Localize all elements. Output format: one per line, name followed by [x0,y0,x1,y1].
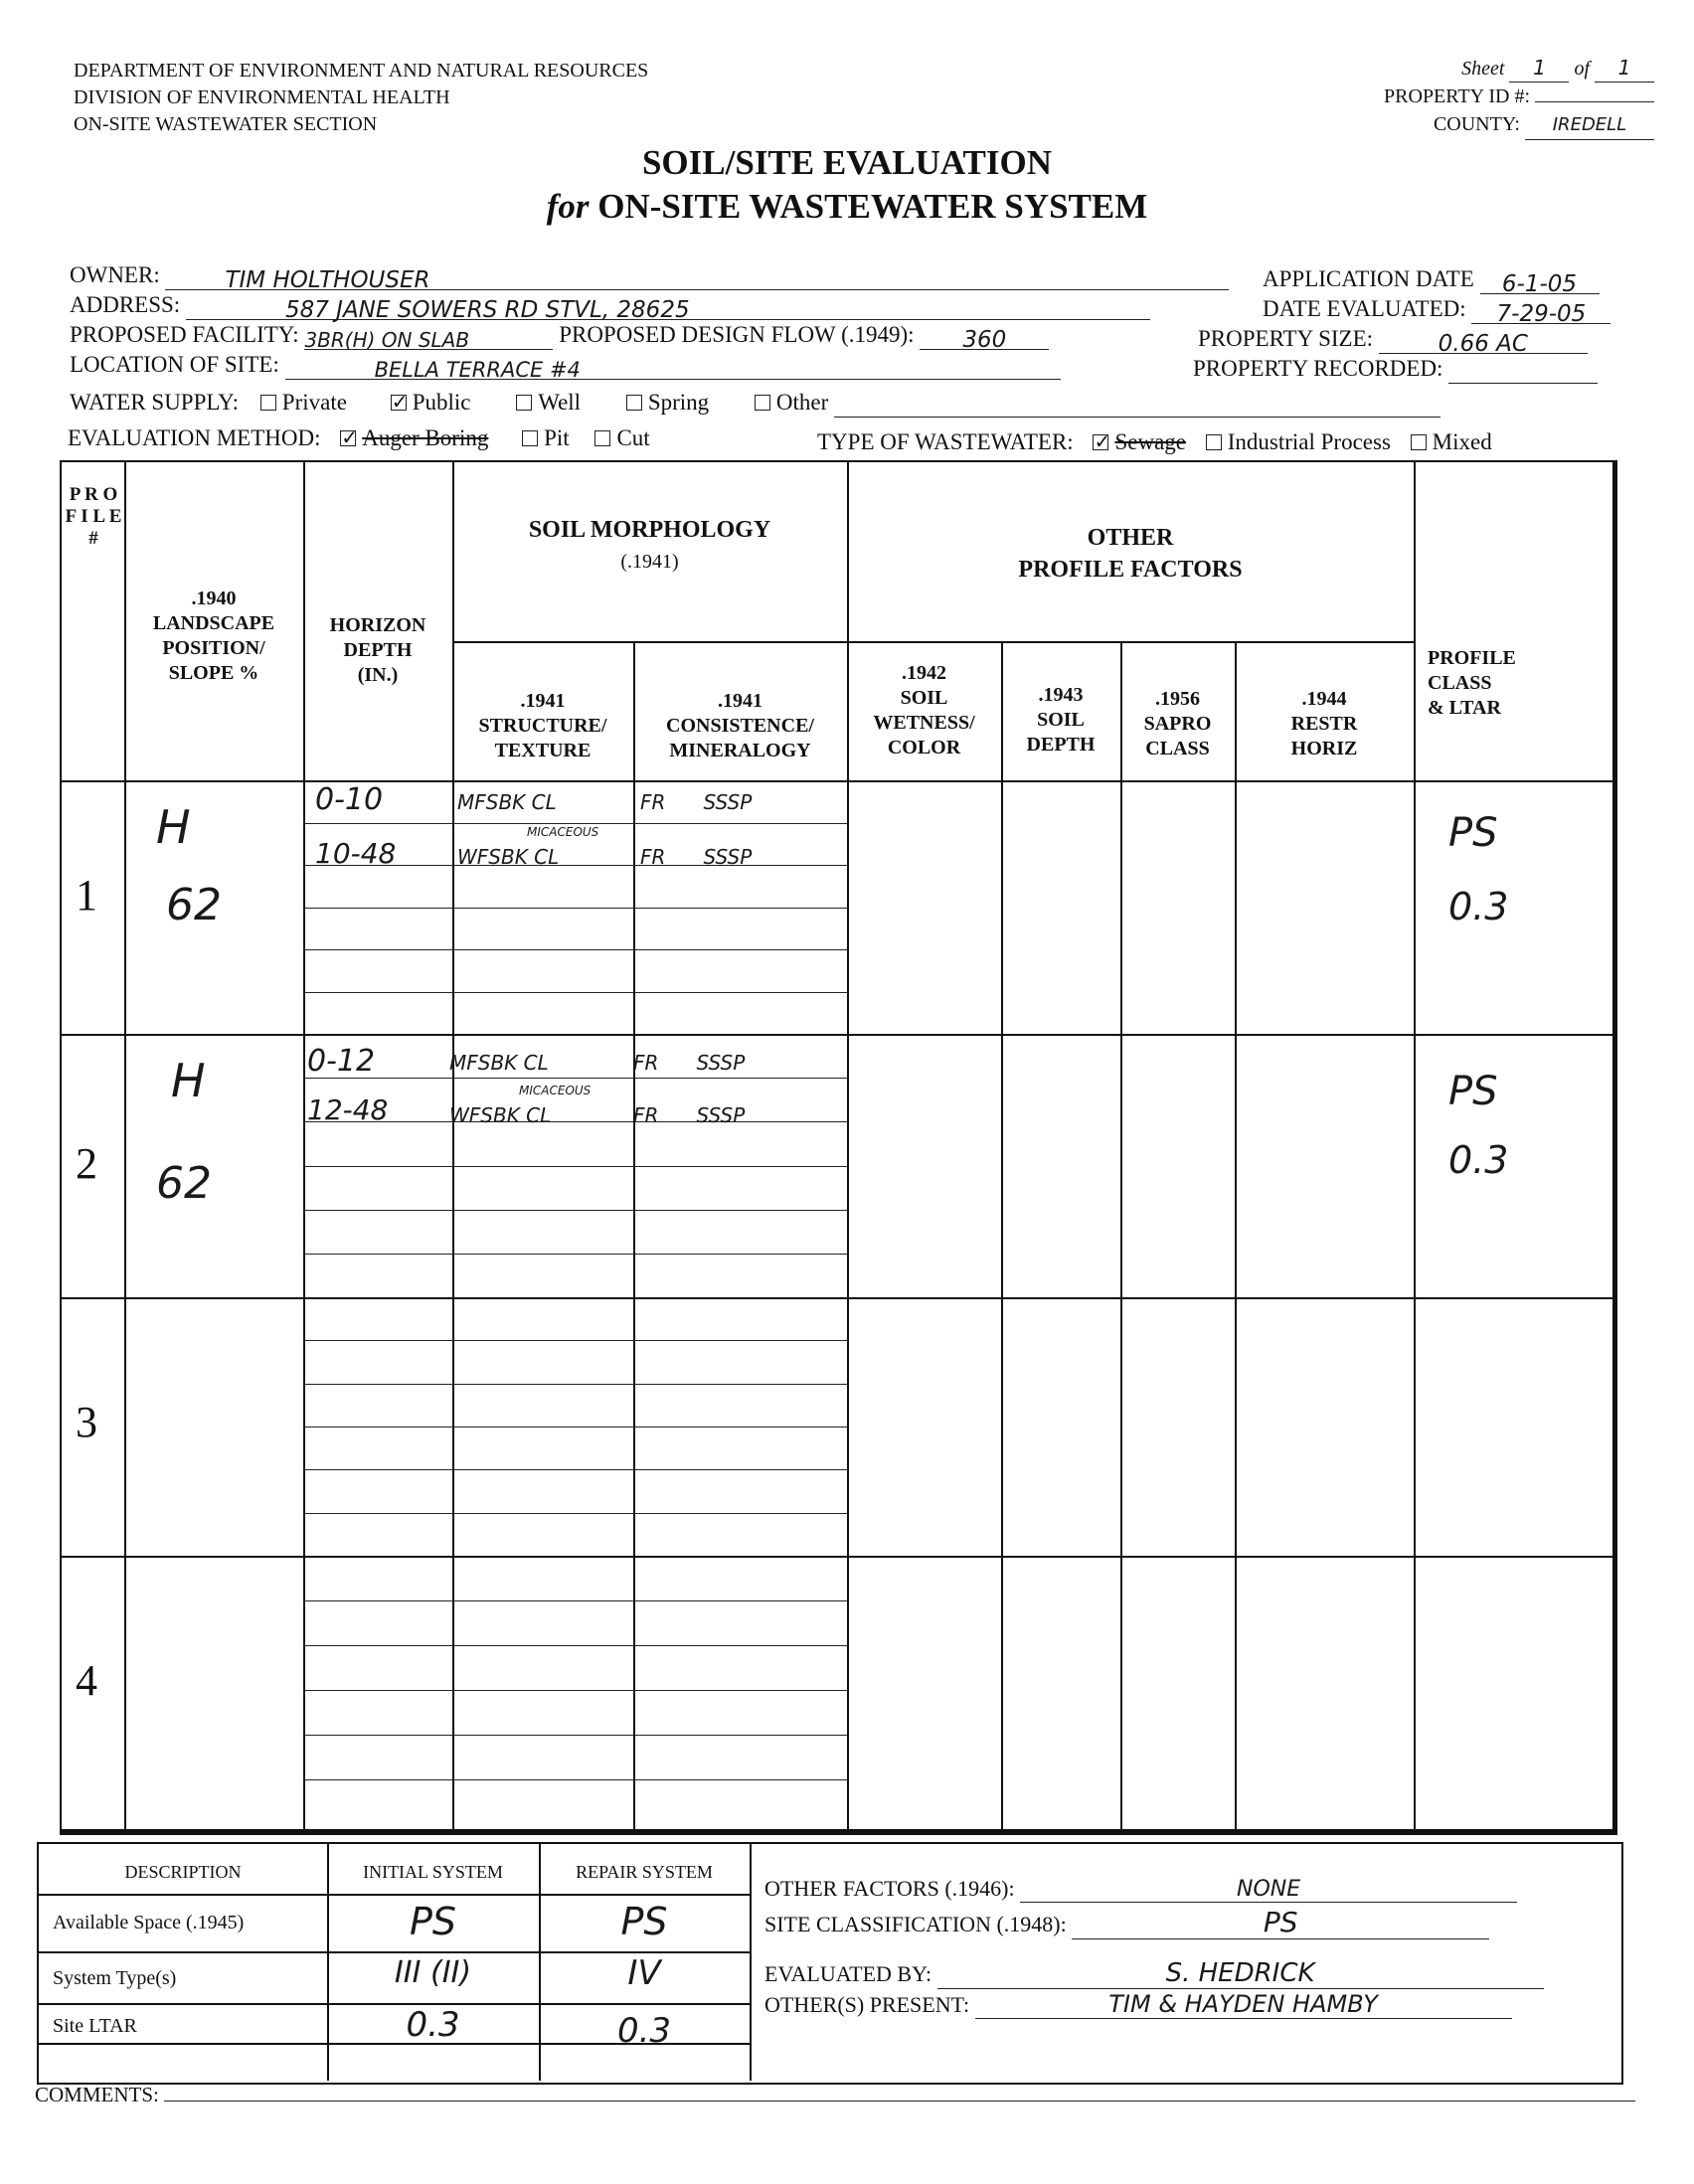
site-ltar-label: Site LTAR [53,2015,137,2037]
other-factors-field[interactable]: OTHER FACTORS (.1946): NONE [764,1876,1517,1903]
profile-table [60,460,1617,1835]
initial-col-header: INITIAL SYSTEM [363,1862,503,1882]
profile-2-consistence-2: FR SSSP [633,1103,746,1127]
profile-2-consistence-1: FR SSSP [633,1051,746,1075]
profile-2-depth-2: 12-48 [307,1093,389,1126]
profile-1-depth-1: 0-10 [315,782,384,817]
water-spring-checkbox[interactable] [626,395,642,411]
header-wetness: .1942 SOIL WETNESS/ COLOR [873,662,975,758]
profile-2-structure-1: MFSBK CL [449,1051,549,1075]
comments-field[interactable] [35,2083,1635,2107]
other-factors-value: NONE [1237,1877,1301,1902]
auger-boring-checkbox[interactable] [340,430,356,446]
site-class-value: PS [1263,1906,1298,1938]
system-type-label: System Type(s) [53,1967,177,1989]
header-soil-morphology: SOIL MORPHOLOGY (.1941) [528,517,771,573]
horizon-row-line [303,1600,847,1601]
site-ltar-repair: 0.3 [616,2011,672,2051]
horizon-row-line [303,1735,847,1736]
address-field[interactable]: ADDRESS: 587 JANE SOWERS RD STVL, 28625 [70,290,1150,320]
profile-number-2: 2 [76,1139,97,1188]
header-other-factors: OTHER PROFILE FACTORS [1018,525,1243,583]
header-profile: P R O F I L E # [65,484,122,549]
profile-number-1: 1 [76,871,97,920]
water-private-checkbox[interactable] [260,395,276,411]
wastewater-row: TYPE OF WASTEWATER: ✓ Sewage Industrial Process Mixed [817,427,1492,457]
industrial-checkbox[interactable] [1206,434,1222,450]
eval-date-value: 7-29-05 [1496,301,1587,327]
profile-2-slope: 62 [156,1158,212,1209]
horizon-row-line [303,1384,847,1385]
system-type-initial: III (II) [394,1955,472,1990]
desc-col-header: DESCRIPTION [124,1862,242,1882]
header-horizon: HORIZON DEPTH (IN.) [329,614,426,686]
horizon-row-line [303,1469,847,1470]
wastewater-label: TYPE OF WASTEWATER: [817,429,1074,454]
form-title: SOIL/SITE EVALUATION [641,143,1053,182]
owner-field[interactable]: OWNER: TIM HOLTHOUSER [70,260,1229,290]
system-summary [37,1842,1623,2085]
agency-block [74,58,648,138]
profile-1-consistence-2: FR SSSP [640,845,753,869]
profile-1-landscape: H [156,800,191,854]
property-recorded-field[interactable]: PROPERTY RECORDED: [1193,354,1598,384]
sewage-checkbox[interactable] [1093,434,1108,450]
profile-number-3: 3 [76,1398,97,1446]
facility-field[interactable]: PROPOSED FACILITY: 3BR(H) ON SLAB PROPOSED DESIGN FLOW (.1949): 360 [70,320,1049,350]
location-field[interactable]: LOCATION OF SITE: BELLA TERRACE #4 [70,350,1061,380]
horizon-row-line [303,1690,847,1691]
county-value: IREDELL [1525,111,1654,140]
form-subtitle: for ON-SITE WASTEWATER SYSTEM [546,187,1148,226]
owner-value: TIM HOLTHOUSER [225,267,430,293]
horizon-row-line [303,908,847,909]
eval-method-label: EVALUATION METHOD: [68,425,321,450]
app-date-field[interactable]: APPLICATION DATE 6-1-05 [1263,264,1600,294]
profile-1-note-2: MICACEOUS [527,825,599,839]
cut-checkbox[interactable] [594,430,610,446]
sheet-label: Sheet [1461,58,1505,80]
header-consistence: .1941 CONSISTENCE/ MINERALOGY [666,690,814,761]
profile-1-ltar: 0.3 [1448,885,1509,928]
water-public-checkbox[interactable] [391,395,407,411]
header-sapro: .1956 SAPRO CLASS [1143,688,1212,759]
facility-value: 3BR(H) ON SLAB [304,328,470,352]
profile-2-structure-2: WFSBK CL [449,1103,552,1127]
repair-col-header: REPAIR SYSTEM [576,1862,713,1882]
site-ltar-initial: 0.3 [406,2005,460,2045]
water-well-checkbox[interactable] [516,395,532,411]
header-restr: .1944 RESTR HORIZ [1290,688,1358,759]
evaluated-by-value: S. HEDRICK [1165,1958,1315,1988]
profile-1-slope: 62 [166,880,222,930]
sheet-block [1384,54,1654,140]
available-space-initial: PS [409,1900,457,1943]
profile-2-note-2: MICACEOUS [519,1084,592,1097]
eval-method-row: EVALUATION METHOD: ✓ Auger Boring Pit Cut [68,423,650,453]
sheet-number: 1 [1509,54,1569,83]
pit-checkbox[interactable] [522,430,538,446]
location-value: BELLA TERRACE #4 [374,358,581,382]
sheet-total: 1 [1595,54,1654,83]
profile-2-depth-1: 0-12 [307,1044,376,1079]
horizon-row-line [303,992,847,993]
horizon-row-line [303,1340,847,1341]
profile-number-4: 4 [76,1656,97,1705]
agency-line-1: DEPARTMENT OF ENVIRONMENT AND NATURAL RESOURCES [74,60,649,82]
profile-1-structure-2: WFSBK CL [457,845,560,869]
water-other-checkbox[interactable] [755,395,770,411]
horizon-row-line [303,949,847,950]
profile-2-class: PS [1448,1069,1498,1114]
others-present-field[interactable]: OTHER(S) PRESENT: TIM & HAYDEN HAMBY [764,1990,1512,2019]
profile-1-class: PS [1448,810,1498,856]
horizon-row-line [303,1779,847,1780]
water-supply-row: WATER SUPPLY: Private ✓ Public Well Spring Other [70,388,1440,418]
profile-2-ltar: 0.3 [1448,1138,1509,1182]
evaluated-by-field[interactable]: EVALUATED BY: S. HEDRICK [764,1958,1544,1989]
available-space-repair: PS [620,1900,668,1943]
profile-2-landscape: H [171,1054,206,1107]
horizon-row-line [303,1078,847,1079]
comments-label: COMMENTS: [35,2083,159,2106]
water-supply-label: WATER SUPPLY: [70,390,240,415]
sheet-of-label: of [1574,58,1590,80]
mixed-checkbox[interactable] [1411,434,1427,450]
app-date-value: 6-1-05 [1501,271,1578,297]
system-type-repair: IV [627,1953,661,1993]
profile-1-structure-1: MFSBK CL [457,790,557,814]
agency-line-2: DIVISION OF ENVIRONMENTAL HEALTH [74,86,450,108]
property-size-field[interactable]: PROPERTY SIZE: 0.66 AC [1198,324,1588,354]
flow-value: 360 [962,327,1007,353]
header-soil-depth: .1943 SOIL DEPTH [1026,684,1096,756]
county-label: COUNTY: [1433,113,1520,135]
horizon-row-line [303,1166,847,1167]
eval-date-field[interactable]: DATE EVALUATED: 7-29-05 [1263,294,1610,324]
property-id-label: PROPERTY ID #: [1384,85,1530,107]
horizon-row-line [303,1427,847,1428]
header-profile-class: PROFILE CLASS & LTAR [1428,647,1516,719]
header-landscape: .1940 LANDSCAPE POSITION/ SLOPE % [152,588,275,684]
available-space-label: Available Space (.1945) [53,1912,245,1933]
property-size-value: 0.66 AC [1438,331,1528,357]
horizon-row-line [303,1254,847,1255]
property-id-value [1535,101,1654,102]
profile-1-depth-2: 10-48 [315,837,397,870]
horizon-row-line [303,1645,847,1646]
header-structure: .1941 STRUCTURE/ TEXTURE [478,690,607,761]
profile-1-consistence-1: FR SSSP [640,790,753,814]
site-class-field[interactable]: SITE CLASSIFICATION (.1948): PS [764,1906,1489,1939]
address-value: 587 JANE SOWERS RD STVL, 28625 [284,297,690,323]
horizon-row-line [303,823,847,824]
agency-line-3: ON-SITE WASTEWATER SECTION [74,113,378,135]
horizon-row-line [303,1513,847,1514]
others-present-value: TIM & HAYDEN HAMBY [1108,1990,1378,2018]
horizon-row-line [303,1210,847,1211]
